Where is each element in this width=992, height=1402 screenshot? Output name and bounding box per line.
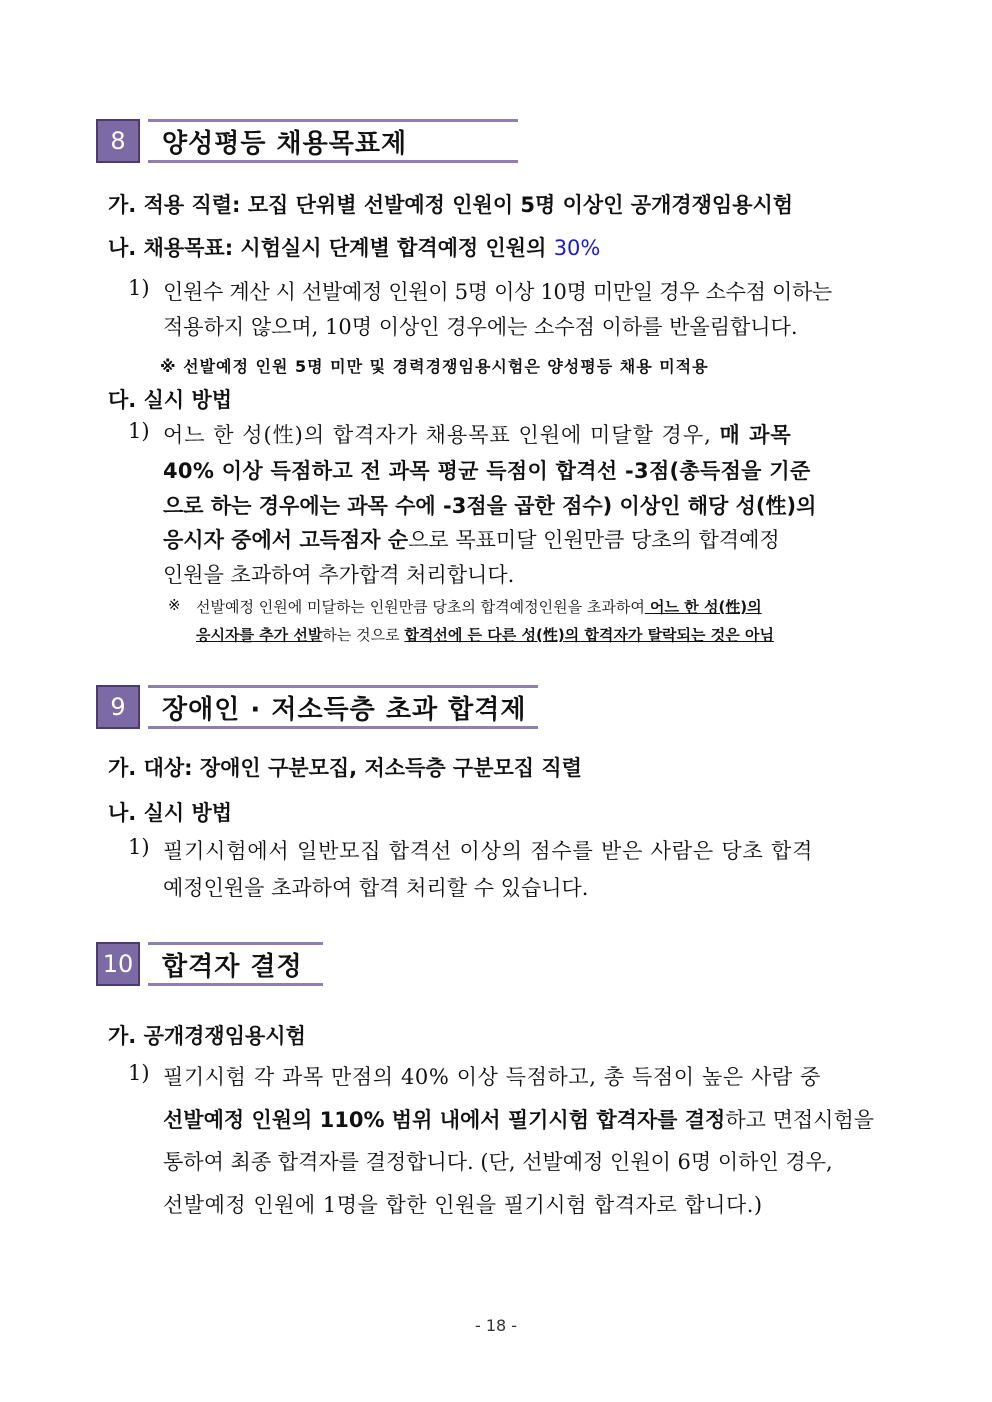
item-ga: 가. 적용 직렬: 모집 단위별 선발예정 인원이 5명 이상인 공개경쟁임용시험 — [108, 193, 794, 217]
footnote-mark: ※ — [168, 596, 181, 614]
paragraph-line: 적용하지 않으며, 10명 이상인 경우에는 소수점 이하를 반올림합니다. — [163, 315, 798, 339]
paragraph-line-bold: 으로 하는 경우에는 과목 수에 -3점을 곱한 점수) 이상인 해당 성(性)의 — [163, 494, 817, 518]
paragraph-line: 선발예정 인원의 110% 범위 내에서 필기시험 합격자를 결정하고 면접시험을 — [163, 1108, 875, 1132]
item-da: 다. 실시 방법 — [108, 388, 233, 412]
section-title: 양성평등 채용목표제 — [148, 119, 518, 163]
item-ga: 가. 공개경쟁임용시험 — [108, 1024, 306, 1048]
item-na: 나. 채용목표: 시험실시 단계별 합격예정 인원의 30% — [108, 236, 601, 260]
paragraph-line: 예정인원을 초과하여 합격 처리할 수 있습니다. — [163, 876, 589, 900]
section-number: 8 — [96, 119, 140, 163]
section-title: 장애인 · 저소득층 초과 합격제 — [148, 685, 538, 729]
list-label: 1) — [128, 835, 150, 859]
section-number: 10 — [96, 942, 140, 986]
paragraph-line: 응시자 중에서 고득점자 순으로 목표미달 인원만큼 당초의 합격예정 — [163, 528, 780, 552]
paragraph-line-bold: 40% 이상 득점하고 전 과목 평균 득점이 합격선 -3점(총득점을 기준 — [163, 459, 811, 483]
list-label: 1) — [128, 419, 150, 443]
footnote-line: 선발예정 인원에 미달하는 인원만큼 당초의 합격예정인원을 초과하여 어느 한 성(性)의 — [196, 598, 762, 616]
paragraph-line: 선발예정 인원에 1명을 합한 인원을 필기시험 합격자로 합니다.) — [163, 1193, 763, 1217]
item-ga: 가. 대상: 장애인 구분모집, 저소득층 구분모집 직렬 — [108, 756, 582, 780]
note: ※ 선발예정 인원 5명 미만 및 경력경쟁임용시험은 양성평등 채용 미적용 — [160, 357, 709, 376]
list-label: 1) — [128, 1061, 150, 1085]
paragraph-line: 어느 한 성(性)의 합격자가 채용목표 인원에 미달할 경우, 매 과목 — [163, 423, 792, 447]
paragraph-line: 필기시험에서 일반모집 합격선 이상의 점수를 받은 사람은 당초 합격 — [163, 839, 814, 863]
item-na: 나. 실시 방법 — [108, 801, 233, 825]
paragraph-line: 인원을 초과하여 추가합격 처리합니다. — [163, 563, 515, 587]
page-number: - 18 - — [474, 1316, 518, 1335]
footnote-line: 응시자를 추가 선발하는 것으로 합격선에 든 다른 성(性)의 합격자가 탈락되는 것은 아님 — [196, 626, 774, 644]
paragraph-line: 필기시험 각 과목 만점의 40% 이상 득점하고, 총 득점이 높은 사람 중 — [163, 1065, 821, 1089]
section-title: 합격자 결정 — [148, 942, 323, 986]
section-number: 9 — [96, 685, 140, 729]
paragraph-line: 통하여 최종 합격자를 결정합니다. (단, 선발예정 인원이 6명 이하인 경우, — [163, 1150, 833, 1174]
paragraph-line: 인원수 계산 시 선발예정 인원이 5명 이상 10명 미만일 경우 소수점 이하는 — [163, 280, 832, 304]
list-label: 1) — [128, 276, 150, 300]
